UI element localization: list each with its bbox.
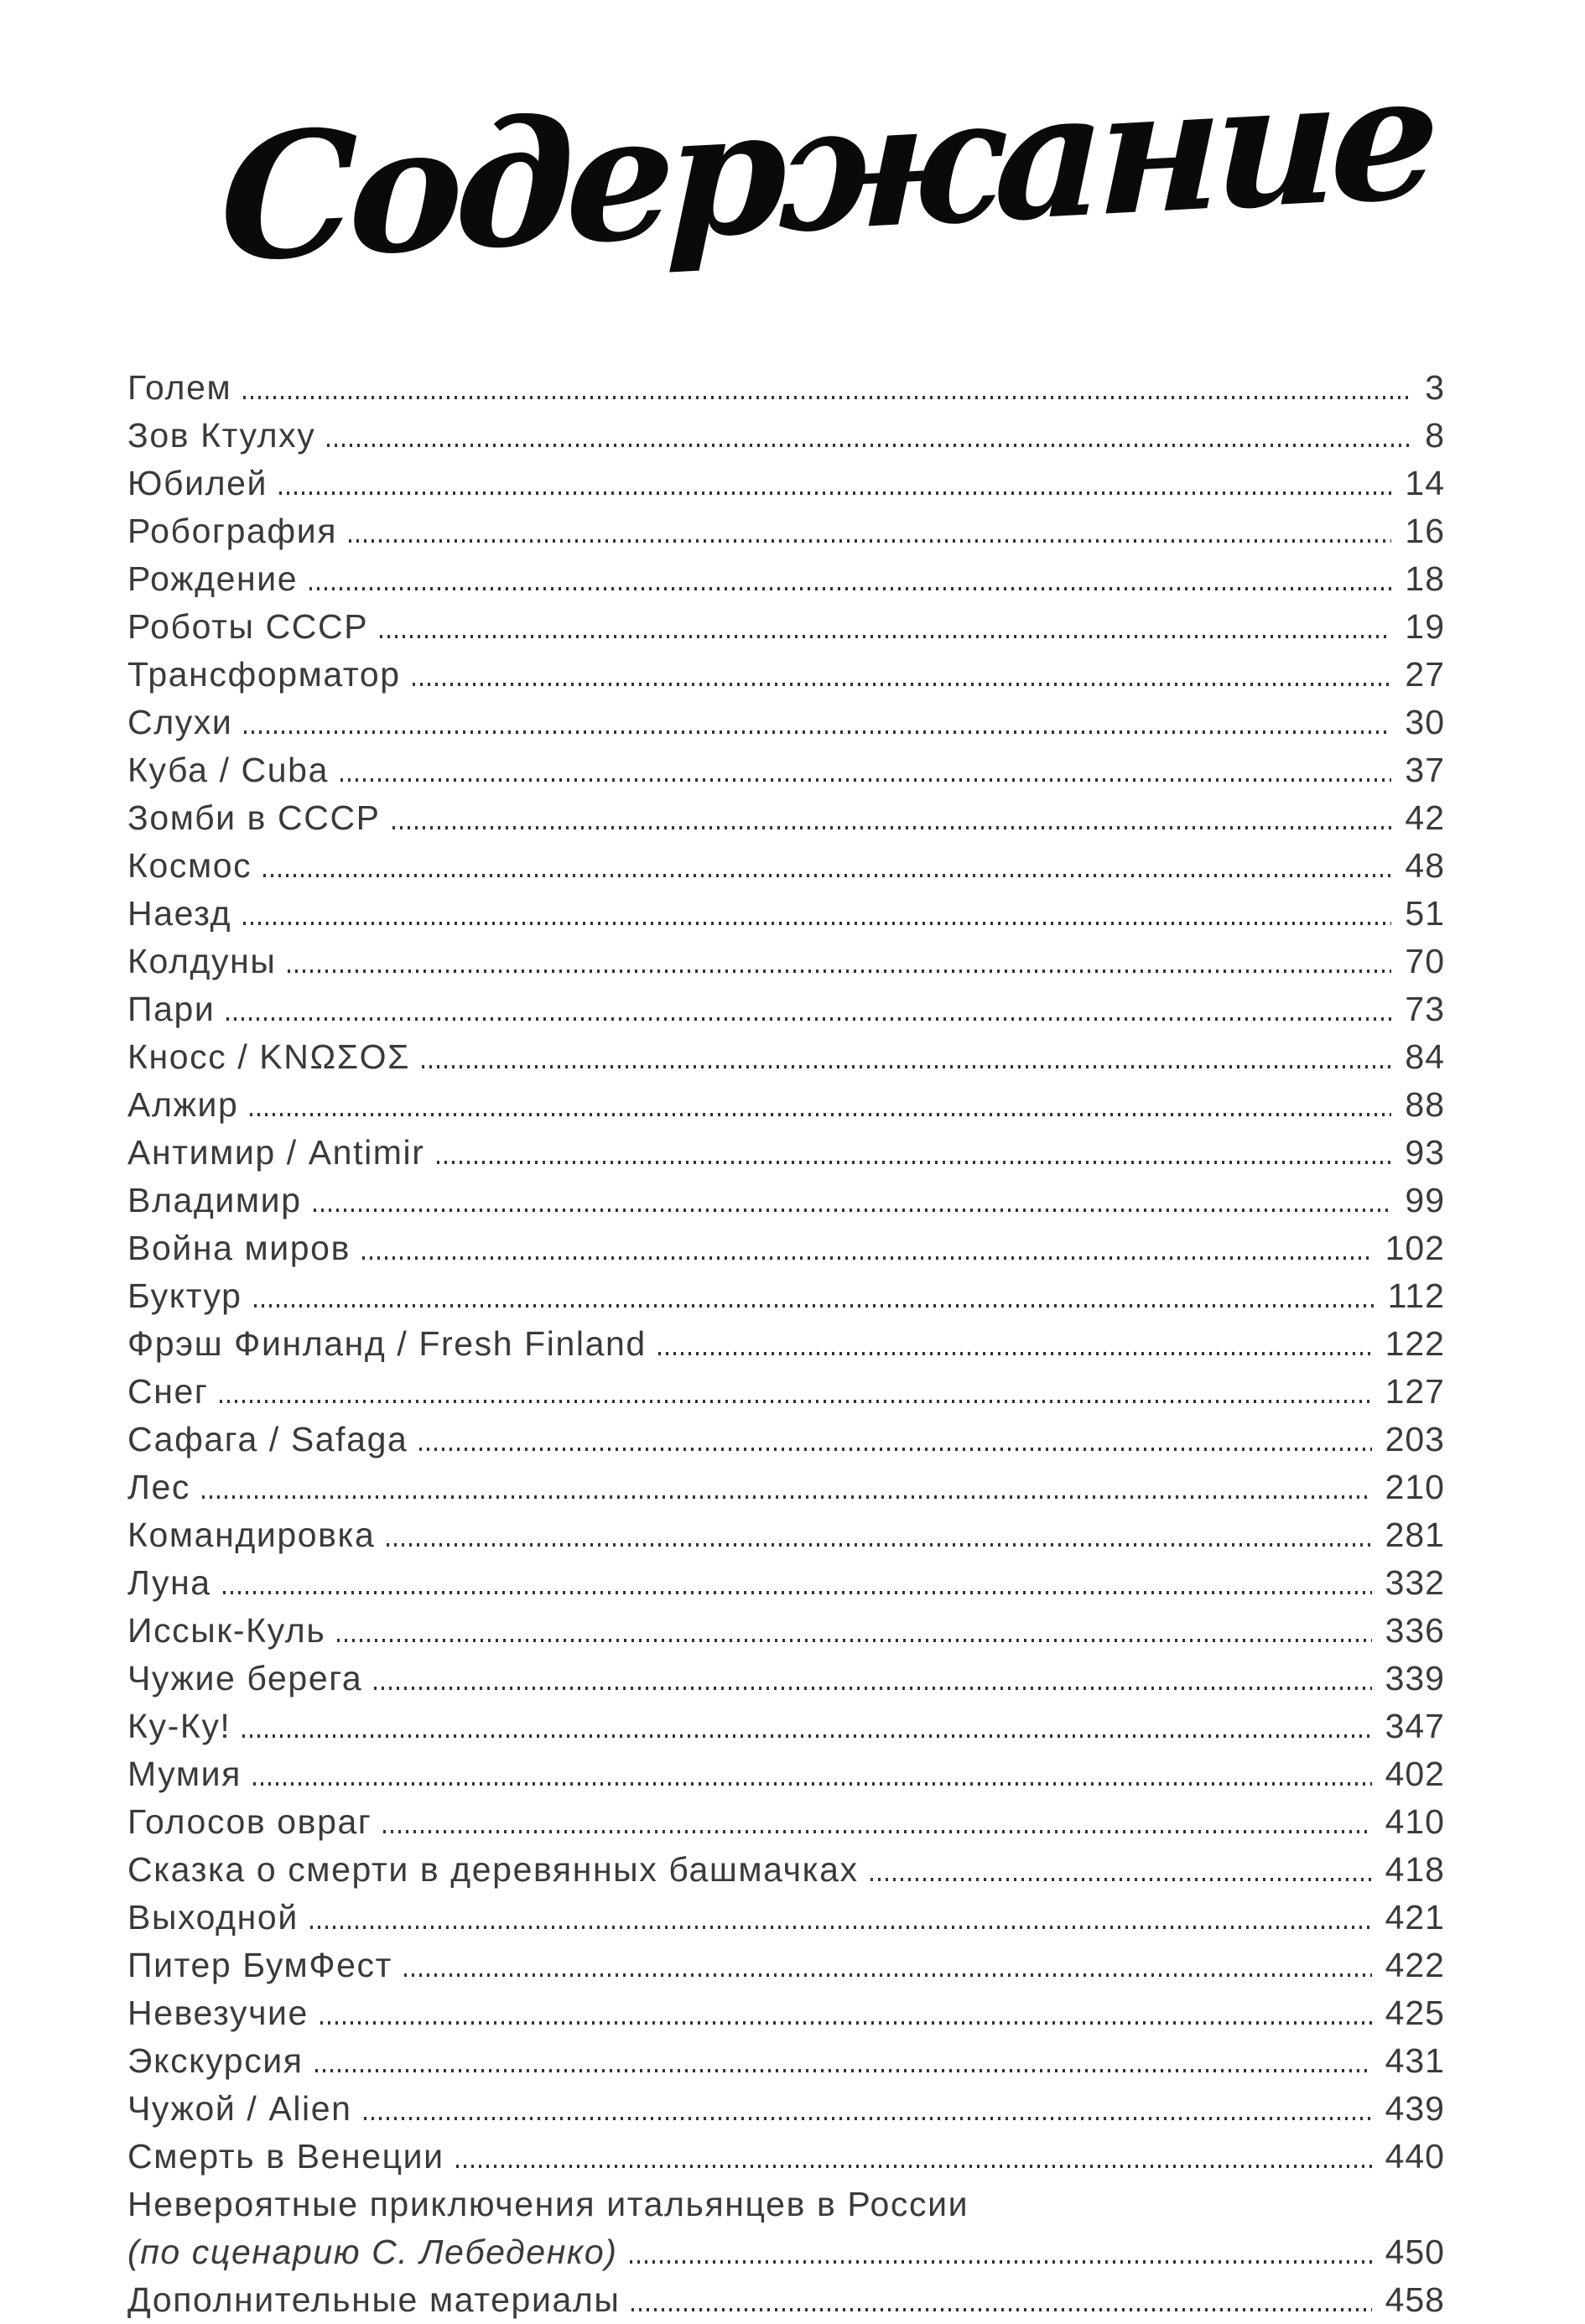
page-number: 422 [1385, 1946, 1445, 1984]
entry-title: Иссык-Куль [127, 1611, 326, 1650]
page-number: 30 [1405, 703, 1445, 741]
entry-title: Командировка [127, 1516, 376, 1554]
page-number: 73 [1405, 990, 1445, 1028]
entry-title: Экскурсия [127, 2041, 304, 2080]
toc-row [127, 2037, 1445, 2085]
toc-row [127, 1033, 1445, 1081]
entry-title: Голем [127, 368, 232, 407]
dot-leader [456, 2165, 1372, 2168]
page-number: 99 [1405, 1181, 1445, 1219]
dot-leader [349, 539, 1391, 543]
toc-row [127, 2276, 1445, 2324]
dot-leader [242, 1734, 1371, 1738]
toc-row [127, 1224, 1445, 1272]
toc-row [127, 985, 1445, 1033]
entry-title: Мумия [127, 1755, 242, 1793]
toc-row [127, 1177, 1445, 1224]
page-number: 102 [1385, 1229, 1445, 1267]
dot-leader [422, 1065, 1391, 1068]
page-number: 88 [1405, 1085, 1445, 1124]
toc-list [0, 364, 1585, 2324]
page-number: 127 [1385, 1372, 1445, 1411]
page-number: 458 [1385, 2280, 1445, 2319]
toc-row [127, 2181, 1445, 2228]
page-number: 281 [1385, 1516, 1445, 1554]
toc-row [127, 1989, 1445, 2037]
dot-leader [243, 922, 1391, 925]
toc-row [127, 2228, 1445, 2276]
entry-title: Пари [127, 990, 216, 1028]
page-number: 410 [1385, 1802, 1445, 1841]
dot-leader [631, 2308, 1371, 2311]
dot-leader [250, 1113, 1391, 1116]
entry-title: Снег [127, 1372, 209, 1411]
page-number: 336 [1385, 1611, 1445, 1650]
toc-row [127, 412, 1445, 460]
page-number: 332 [1385, 1563, 1445, 1602]
entry-title: Колдуны [127, 942, 277, 980]
dot-leader [253, 1782, 1372, 1786]
title-area [0, 35, 1585, 301]
toc-row [127, 1559, 1445, 1607]
page-title: Содержание [219, 35, 1433, 301]
page-number: 339 [1385, 1659, 1445, 1698]
entry-title: Сафага / Safaga [127, 1420, 408, 1458]
dot-leader [320, 2021, 1372, 2025]
page-number: 18 [1405, 559, 1445, 598]
toc-row [127, 938, 1445, 985]
dot-leader [340, 778, 1391, 782]
dot-leader [337, 1639, 1371, 1642]
page-number: 16 [1405, 512, 1445, 550]
page-number: 402 [1385, 1755, 1445, 1793]
page-number: 8 [1425, 416, 1445, 455]
page-number: 112 [1387, 1276, 1445, 1315]
page-number: 347 [1385, 1707, 1445, 1745]
toc-row [127, 1511, 1445, 1559]
dot-leader [263, 874, 1391, 877]
entry-title: Сказка о смерти в деревянных башмачках [127, 1850, 859, 1889]
entry-title: Невероятные приключения итальянцев в России [127, 2185, 969, 2223]
toc-row [127, 1894, 1445, 1942]
toc-row [127, 1320, 1445, 1368]
dot-leader [310, 1926, 1372, 1929]
toc-row [127, 364, 1445, 412]
entry-title: Смерть в Венеции [127, 2137, 444, 2176]
dot-leader [327, 444, 1411, 447]
entry-title: Питер БумФест [127, 1946, 392, 1984]
entry-title: Слухи [127, 703, 233, 741]
toc-row [127, 1272, 1445, 1320]
dot-leader [404, 1973, 1372, 1977]
dot-leader [315, 2069, 1372, 2072]
entry-title: Чужие берега [127, 1659, 363, 1698]
toc-row [127, 1081, 1445, 1129]
page-number: 70 [1405, 942, 1445, 980]
entry-title: Зов Ктулху [127, 416, 316, 455]
page-number: 421 [1385, 1898, 1445, 1937]
toc-row [127, 2133, 1445, 2181]
entry-title: Ку-Ку! [127, 1707, 231, 1745]
page-number: 425 [1385, 1994, 1445, 2032]
entry-title: Антимир / Antimir [127, 1133, 425, 1172]
dot-leader [364, 2117, 1372, 2120]
page-number: 37 [1405, 751, 1445, 789]
dot-leader [288, 970, 1391, 973]
dot-leader [630, 2260, 1372, 2264]
dot-leader [279, 491, 1391, 495]
entry-title: Буктур [127, 1276, 242, 1315]
toc-row [127, 1129, 1445, 1177]
entry-title: (по сценарию С. Лебеденко) [127, 2233, 618, 2271]
toc-row [127, 555, 1445, 603]
entry-title: Юбилей [127, 464, 268, 502]
toc-row [127, 1655, 1445, 1703]
toc-row [127, 603, 1445, 651]
entry-title: Наезд [127, 894, 232, 933]
page-number: 51 [1405, 894, 1445, 933]
page-number: 439 [1385, 2089, 1445, 2128]
entry-title: Лес [127, 1468, 191, 1506]
toc-row [127, 651, 1445, 699]
dot-leader [380, 635, 1391, 638]
entry-title: Луна [127, 1563, 211, 1602]
dot-leader [387, 1543, 1371, 1547]
entry-title: Зомби в СССР [127, 798, 381, 837]
entry-title: Рождение [127, 559, 299, 598]
toc-row [127, 460, 1445, 507]
toc-row [127, 1703, 1445, 1750]
toc-row [127, 1846, 1445, 1894]
page-number: 203 [1385, 1420, 1445, 1458]
dot-leader [243, 396, 1411, 399]
entry-title: Чужой / Alien [127, 2089, 352, 2128]
page-number: 431 [1385, 2041, 1445, 2080]
page-number: 48 [1405, 846, 1445, 885]
toc-row [127, 1416, 1445, 1464]
toc-row [127, 1750, 1445, 1798]
entry-title: Трансформатор [127, 655, 401, 694]
entry-title: Кносс / ΚΝΩΣΟΣ [127, 1037, 411, 1076]
entry-title: Дополнительные материалы [127, 2280, 621, 2319]
page-number: 14 [1405, 464, 1445, 502]
entry-title: Куба / Cuba [127, 751, 329, 789]
toc-row [127, 1942, 1445, 1989]
page-number: 42 [1405, 798, 1445, 837]
dot-leader [314, 1209, 1392, 1212]
page-number: 440 [1385, 2137, 1445, 2176]
toc-row [127, 1368, 1445, 1416]
dot-leader [254, 1304, 1375, 1308]
toc-row [127, 842, 1445, 890]
entry-title: Выходной [127, 1898, 299, 1937]
entry-title: Голосов овраг [127, 1802, 372, 1841]
toc-row [127, 699, 1445, 746]
dot-leader [870, 1878, 1372, 1881]
dot-leader [309, 587, 1391, 590]
dot-leader [392, 826, 1392, 829]
entry-title: Владимир [127, 1181, 302, 1219]
dot-leader [658, 1352, 1372, 1355]
contents-page [0, 35, 1585, 2319]
dot-leader [419, 1448, 1371, 1451]
entry-title: Роботы СССР [127, 607, 369, 646]
toc-row [127, 794, 1445, 842]
page-number: 3 [1425, 368, 1445, 407]
toc-row [127, 1607, 1445, 1655]
toc-row [127, 1464, 1445, 1511]
toc-row [127, 1798, 1445, 1846]
dot-leader [362, 1256, 1372, 1260]
entry-title: Робография [127, 512, 338, 550]
page-number: 84 [1405, 1037, 1445, 1076]
toc-row [127, 2085, 1445, 2133]
dot-leader [244, 730, 1391, 734]
entry-title: Война миров [127, 1229, 351, 1267]
toc-row [127, 746, 1445, 794]
dot-leader [223, 1591, 1372, 1594]
toc-row [127, 890, 1445, 938]
dot-leader [220, 1400, 1371, 1403]
page-number: 122 [1385, 1324, 1445, 1363]
dot-leader [383, 1830, 1371, 1833]
entry-title: Фрэш Финланд / Fresh Finland [127, 1324, 647, 1363]
dot-leader [226, 1017, 1391, 1021]
entry-title: Космос [127, 846, 252, 885]
entry-title: Невезучие [127, 1994, 309, 2032]
dot-leader [202, 1495, 1372, 1499]
toc-row [127, 507, 1445, 555]
page-number: 27 [1405, 655, 1445, 694]
page-number: 418 [1385, 1850, 1445, 1889]
page-number: 210 [1385, 1468, 1445, 1506]
entry-title: Алжир [127, 1085, 239, 1124]
page-number: 450 [1385, 2233, 1445, 2271]
dot-leader [374, 1687, 1371, 1690]
page-number: 19 [1405, 607, 1445, 646]
dot-leader [437, 1161, 1392, 1164]
page-number: 93 [1405, 1133, 1445, 1172]
dot-leader [413, 683, 1392, 686]
